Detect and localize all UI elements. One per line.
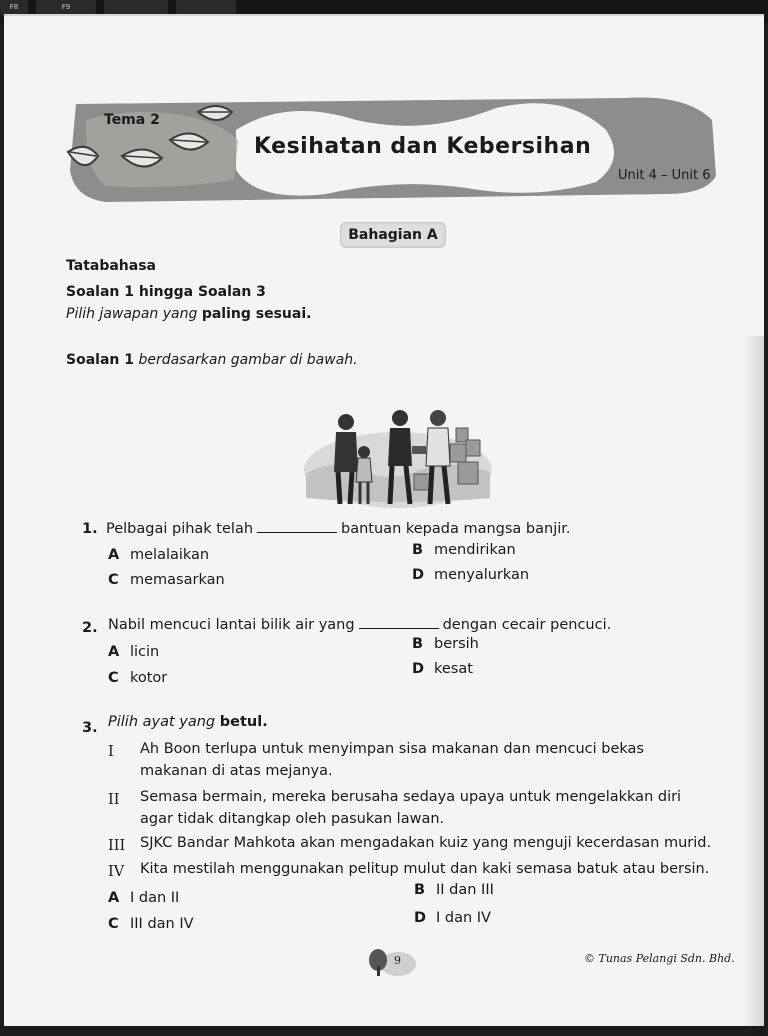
option-d[interactable]: D menyalurkan xyxy=(412,567,530,583)
flood-aid-illustration xyxy=(300,400,496,512)
statement-text: Semasa bermain, mereka berusaha sedaya upaya untuk mengelakkan diri agar tidak ditangkap oleh pasukan lawan. xyxy=(140,789,682,827)
section-badge: Bahagian A xyxy=(340,222,446,248)
option-c[interactable]: C kotor xyxy=(108,670,168,686)
option-d[interactable]: D kesat xyxy=(412,661,473,677)
page-shadow xyxy=(742,336,764,1036)
statement-numeral: I xyxy=(108,744,114,760)
question-3-prompt xyxy=(108,714,268,730)
option-b[interactable]: B mendirikan xyxy=(412,542,516,558)
option-c[interactable]: C memasarkan xyxy=(108,572,225,588)
question-range: Soalan 1 hingga Soalan 3 xyxy=(66,284,266,300)
answer-blank xyxy=(257,520,337,533)
grammar-label: Tatabahasa xyxy=(66,258,156,274)
unit-range: Unit 4 – Unit 6 xyxy=(618,168,711,183)
option-d[interactable]: D I dan IV xyxy=(414,910,491,926)
page-number-badge xyxy=(368,948,418,978)
question-text-before: Pelbagai pihak telah xyxy=(106,521,254,537)
statement-text: Kita mestilah menggunakan pelitup mulut dan kaki semasa batuk atau bersin. xyxy=(140,861,710,877)
key-f8: F8 xyxy=(0,0,28,17)
option-c[interactable]: C III dan IV xyxy=(108,916,194,932)
statement-text: SJKC Bandar Mahkota akan mengadakan kuiz yang menguji kecerdasan murid. xyxy=(140,835,712,851)
question-1-text xyxy=(106,520,571,537)
header-banner xyxy=(66,90,720,204)
option-a[interactable]: A licin xyxy=(108,644,160,660)
key-f9: F9 xyxy=(36,0,96,17)
prompt-bold: betul. xyxy=(219,714,268,730)
tree-icon xyxy=(368,948,418,978)
question-text-after: bantuan kepada mangsa banjir. xyxy=(341,521,571,537)
statement-numeral: III xyxy=(108,838,126,854)
intro-italic: berdasarkan gambar di bawah. xyxy=(138,352,358,368)
theme-label: Tema 2 xyxy=(104,112,160,128)
question-number: 2. xyxy=(82,620,98,636)
answer-blank xyxy=(359,616,439,629)
worksheet-page xyxy=(4,14,764,1026)
question-2-text xyxy=(108,616,611,633)
intro-bold: Soalan 1 xyxy=(66,352,134,368)
instruction xyxy=(66,306,311,322)
question-text-after: dengan cecair pencuci. xyxy=(442,617,612,633)
page-number: 9 xyxy=(394,954,401,967)
question-number: 3. xyxy=(82,720,98,736)
question-text-before: Nabil mencuci lantai bilik air yang xyxy=(108,617,355,633)
option-b[interactable]: B bersih xyxy=(412,636,479,652)
statement-text: Ah Boon terlupa untuk menyimpan sisa makanan dan mencuci bekas makanan di atas mejanya. xyxy=(140,741,644,779)
question1-intro xyxy=(66,352,358,368)
statement-numeral: II xyxy=(108,792,120,808)
question-number: 1. xyxy=(82,521,98,537)
option-a[interactable]: A I dan II xyxy=(108,890,180,906)
page-title: Kesihatan dan Kebersihan xyxy=(254,134,592,159)
option-b[interactable]: B II dan III xyxy=(414,882,494,898)
instruction-italic: Pilih jawapan yang xyxy=(66,306,198,322)
option-a[interactable]: A melalaikan xyxy=(108,547,210,563)
prompt-italic: Pilih ayat yang xyxy=(108,714,216,730)
statement-numeral: IV xyxy=(108,864,125,880)
copyright-notice: © Tunas Pelangi Sdn. Bhd. xyxy=(584,952,735,965)
instruction-bold: paling sesuai. xyxy=(201,306,312,322)
